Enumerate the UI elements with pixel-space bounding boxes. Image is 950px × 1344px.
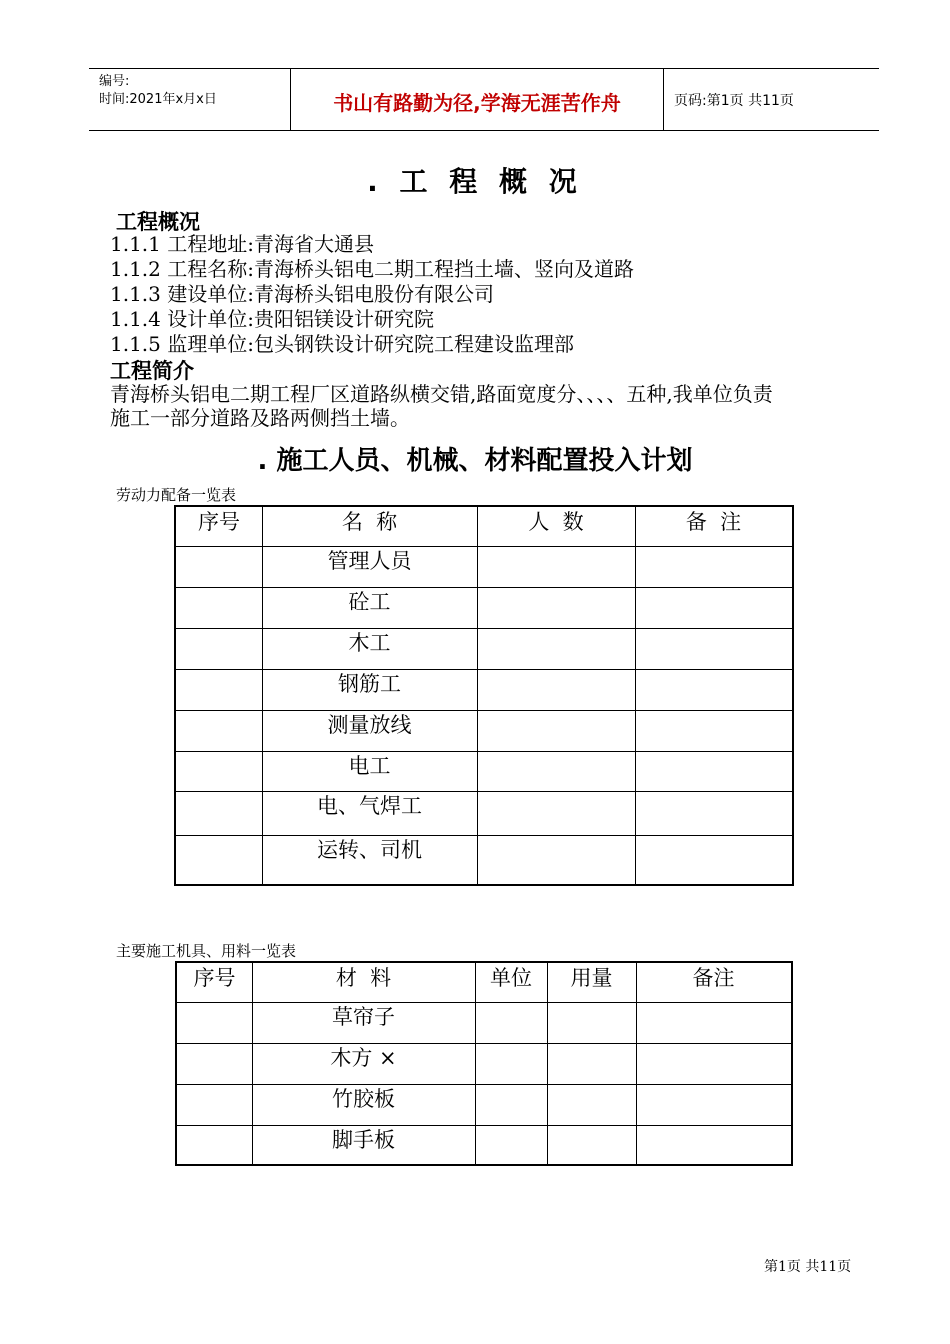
material-row-name: 脚手板 [332, 1128, 395, 1152]
overview-item: 1.1.1 工程地址:青海省大通县 [110, 232, 374, 256]
document-number: 编号: [99, 74, 130, 89]
material-table-caption: 主要施工机具、用料一览表 [116, 942, 297, 960]
overview-heading: 工程概况 [116, 210, 200, 234]
header-page-info: 页码:第1页 共11页 [674, 93, 794, 109]
material-header-index: 序号 [193, 966, 236, 990]
intro-text: 青海桥头铝电二期工程厂区道路纵横交错,路面宽度分、、、、五种,我单位负责 [110, 382, 773, 406]
footer-page-number: 第1页 共11页 [764, 1259, 852, 1275]
material-row-name: 竹胶板 [332, 1087, 395, 1111]
material-header-unit: 单位 [490, 966, 532, 990]
header-page-cell [664, 69, 879, 130]
header-motto: 书山有路勤为径,学海无涯苦作舟 [333, 91, 621, 115]
overview-item: 1.1.3 建设单位:青海桥头铝电股份有限公司 [110, 282, 494, 306]
labor-header-name: 名 称 [341, 510, 398, 534]
overview-item: 1.1.2 工程名称:青海桥头铝电二期工程挡土墙、竖向及道路 [110, 257, 634, 281]
labor-row-name: 钢筋工 [338, 672, 401, 696]
labor-row-name: 电工 [348, 754, 391, 778]
material-header-name: 材 料 [335, 966, 392, 990]
labor-header-index: 序号 [198, 510, 240, 534]
material-row-name: 草帘子 [332, 1005, 395, 1029]
labor-row-name: 管理人员 [327, 549, 412, 573]
labor-row-name: 运转、司机 [317, 838, 422, 862]
labor-table [174, 505, 794, 886]
labor-header-count: 人 数 [528, 510, 584, 534]
intro-heading: 工程简介 [110, 359, 194, 383]
labor-row-name: 木工 [348, 631, 391, 655]
material-table [175, 961, 793, 1166]
material-header-quantity: 用量 [570, 966, 613, 990]
document-time: 时间:2021年x月x日 [99, 92, 217, 107]
material-row-name: 木方 × [330, 1046, 397, 1070]
labor-row-name: 电、气焊工 [317, 794, 422, 818]
page-header [89, 68, 879, 131]
material-header-remark: 备注 [692, 966, 735, 990]
labor-header-remark: 备 注 [685, 510, 742, 534]
labor-row-name: 测量放线 [327, 713, 412, 737]
overview-item: 1.1.4 设计单位:贵阳铝镁设计研究院 [110, 307, 434, 331]
header-meta [89, 69, 291, 130]
section2-title: . 施工人员、机械、材料配置投入计划 [257, 446, 693, 476]
section1-title: . 工 程 概 况 [367, 165, 583, 198]
labor-table-caption: 劳动力配备一览表 [116, 486, 237, 504]
header-motto-cell [291, 69, 664, 130]
labor-row-name: 砼工 [348, 590, 391, 614]
overview-item: 1.1.5 监理单位:包头钢铁设计研究院工程建设监理部 [110, 332, 574, 356]
intro-text: 施工一部分道路及路两侧挡土墙。 [110, 406, 410, 430]
